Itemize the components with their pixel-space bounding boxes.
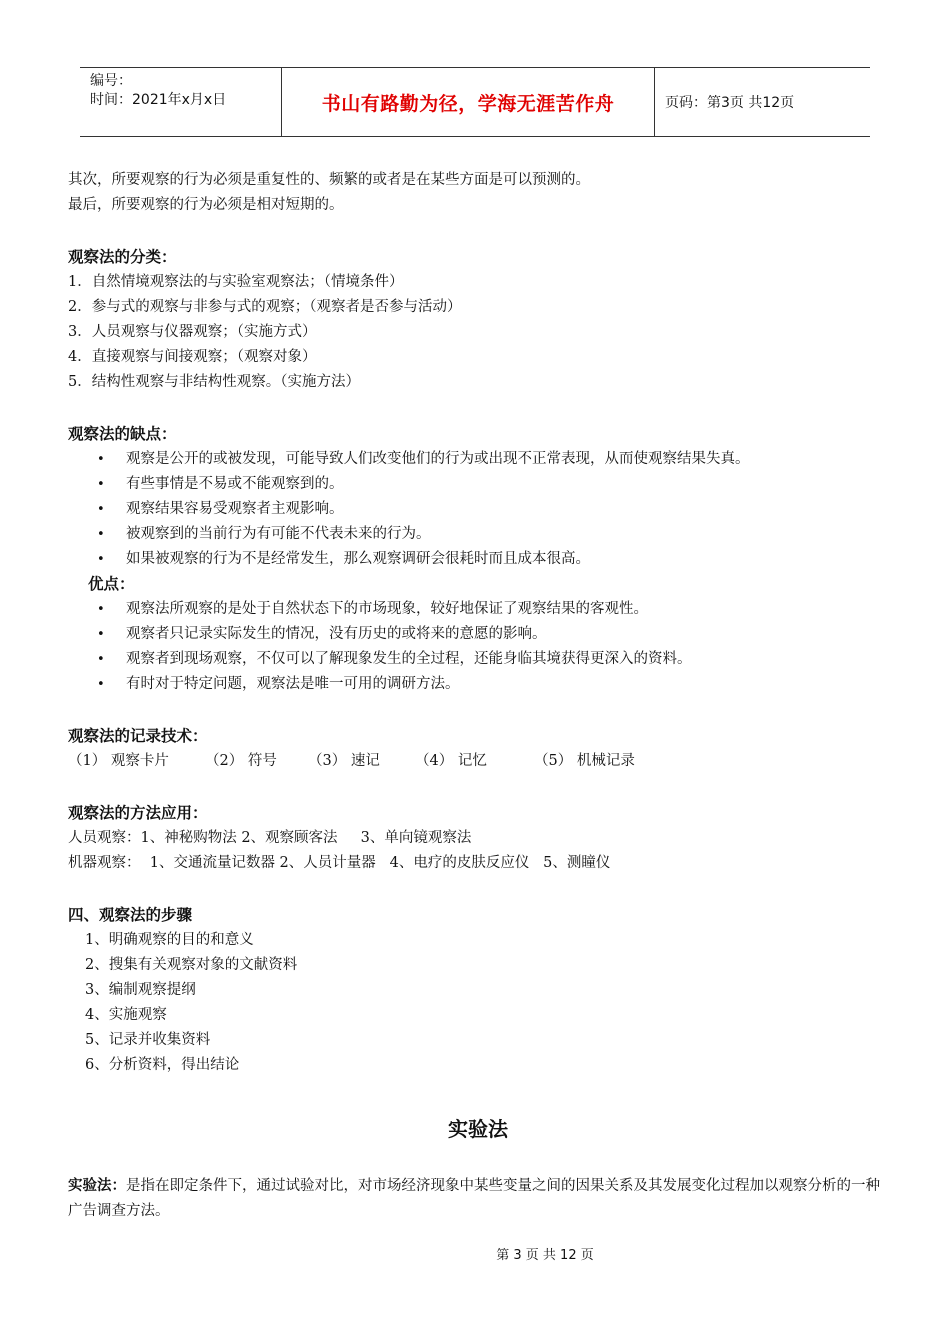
recording-heading: 观察法的记录技术： (68, 727, 208, 745)
recording-item: （5） 机械记录 (534, 753, 635, 769)
page-footer: 第 3 页 共 12 页 (496, 1248, 594, 1263)
list-item (68, 522, 888, 547)
disadvantage-text: 有些事情是不易或不能观察到的。 (126, 476, 344, 492)
header-meta (80, 68, 282, 136)
step-item: 5、记录并收集资料 (85, 1032, 211, 1048)
list-item (68, 497, 888, 522)
application-line: 人员观察：1、神秘购物法 2、观察顾客法 3、单向镜观察法 (68, 830, 472, 846)
list-item (68, 672, 888, 697)
recording-item: （4） 记忆 (415, 753, 487, 769)
section-title: 实验法 (448, 1117, 508, 1141)
list-item (68, 472, 888, 497)
disadvantages-heading: 观察法的缺点： (68, 425, 177, 443)
document-body (68, 168, 888, 1224)
advantage-text: 观察者到现场观察，不仅可以了解现象发生的全过程，还能身临其境获得更深入的资料。 (126, 651, 692, 667)
recording-list (68, 749, 888, 774)
step-item: 1、明确观察的目的和意义 (85, 932, 254, 948)
bullet-icon: • (97, 527, 105, 542)
application-line: 机器观察： 1、交通流量记数器 2、人员计量器 4、电疗的皮肤反应仪 5、测瞳仪 (68, 855, 611, 871)
bullet-icon: • (97, 677, 105, 692)
advantages-heading: 优点： (88, 575, 135, 593)
recording-item: （2） 符号 (205, 753, 277, 769)
step-item: 3、编制观察提纲 (85, 982, 196, 998)
recording-item: （1） 观察卡片 (68, 753, 169, 769)
classification-item: 2．参与式的观察与非参与式的观察；（观察者是否参与活动） (68, 299, 462, 315)
step-item: 6、分析资料，得出结论 (85, 1057, 240, 1073)
bullet-icon: • (97, 452, 105, 467)
disadvantage-text: 观察是公开的或被发现，可能导致人们改变他们的行为或出现不正常表现，从而使观察结果失真。 (126, 451, 750, 467)
header-page-info: 页码：第3页 共12页 (665, 95, 795, 111)
bullet-icon: • (97, 502, 105, 517)
intro-line: 最后，所要观察的行为必须是相对短期的。 (68, 197, 344, 213)
experiment-term: 实验法： (68, 1178, 126, 1194)
experiment-definition (68, 1174, 886, 1224)
bullet-icon: • (97, 652, 105, 667)
bullet-icon: • (97, 627, 105, 642)
steps-heading: 四、观察法的步骤 (68, 906, 193, 924)
application-heading: 观察法的方法应用： (68, 804, 208, 822)
page-header (80, 67, 870, 137)
list-item (68, 447, 888, 472)
header-date-label: 时间：2021年x月x日 (90, 92, 227, 108)
header-motto: 书山有路勤为径，学海无涯苦作舟 (282, 68, 655, 136)
recording-item: （3） 速记 (308, 753, 380, 769)
list-item (68, 597, 888, 622)
header-number-label: 编号： (90, 73, 132, 89)
bullet-icon: • (97, 477, 105, 492)
intro-line: 其次，所要观察的行为必须是重复性的、频繁的或者是在某些方面是可以预测的。 (68, 172, 590, 188)
advantage-text: 有时对于特定问题，观察法是唯一可用的调研方法。 (126, 676, 460, 692)
disadvantage-text: 观察结果容易受观察者主观影响。 (126, 501, 344, 517)
disadvantage-text: 如果被观察的行为不是经常发生，那么观察调研会很耗时而且成本很高。 (126, 551, 590, 567)
bullet-icon: • (97, 602, 105, 617)
step-item: 2、搜集有关观察对象的文献资料 (85, 957, 298, 973)
advantage-text: 观察法所观察的是处于自然状态下的市场现象，较好地保证了观察结果的客观性。 (126, 601, 648, 617)
list-item (68, 547, 888, 572)
disadvantage-text: 被观察到的当前行为有可能不代表未来的行为。 (126, 526, 431, 542)
classification-item: 4．直接观察与间接观察；（观察对象） (68, 349, 317, 365)
bullet-icon: • (97, 552, 105, 567)
experiment-definition-text: 是指在即定条件下，通过试验对比，对市场经济现象中某些变量之间的因果关系及其发展变化过程加以观察分析的一种广告调查方法。 (68, 1178, 880, 1219)
classification-item: 5．结构性观察与非结构性观察。（实施方法） (68, 374, 360, 390)
advantage-text: 观察者只记录实际发生的情况，没有历史的或将来的意愿的影响。 (126, 626, 547, 642)
step-item: 4、实施观察 (85, 1007, 167, 1023)
list-item (68, 647, 888, 672)
classification-heading: 观察法的分类： (68, 248, 177, 266)
list-item (68, 622, 888, 647)
classification-item: 1．自然情境观察法的与实验室观察法；（情境条件） (68, 274, 404, 290)
classification-item: 3．人员观察与仪器观察；（实施方式） (68, 324, 317, 340)
